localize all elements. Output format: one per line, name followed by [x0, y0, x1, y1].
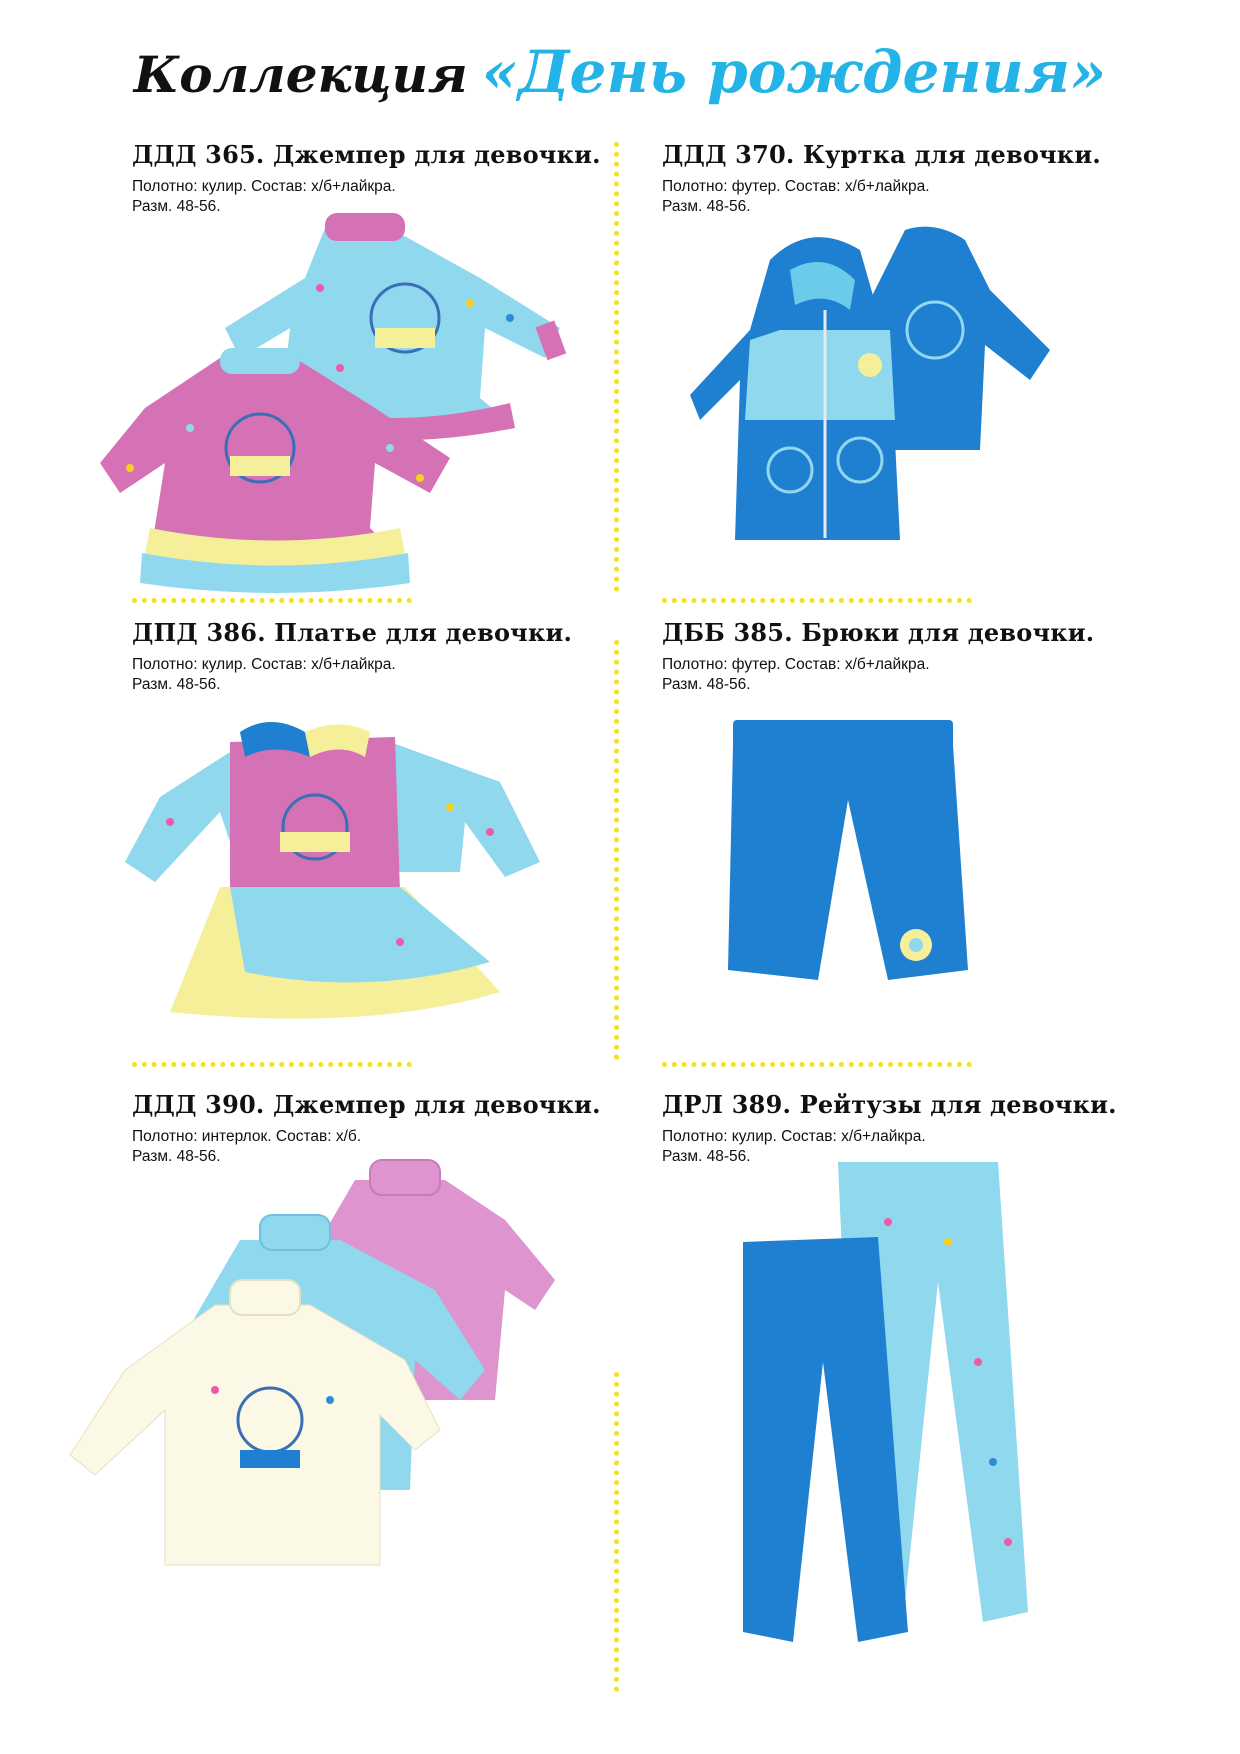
- product-title: ДРЛ 389. Рейтузы для девочки.: [662, 1090, 1117, 1119]
- product-title: ДДД 390. Джемпер для девочки.: [132, 1090, 601, 1119]
- product-fabric: Полотно: кулир. Состав: х/б+лайкра.: [132, 178, 396, 195]
- garment-hooded-jacket-icon: [690, 220, 1060, 580]
- product-sizes: Разм. 48-56.: [132, 198, 221, 215]
- row-divider-left-1: [132, 598, 412, 603]
- product-dbb385: [662, 618, 1094, 695]
- product-sizes: Разм. 48-56.: [132, 1148, 221, 1165]
- title-prefix: Коллекция: [133, 45, 468, 104]
- product-title: ДДД 370. Куртка для девочки.: [662, 140, 1101, 169]
- column-divider-top: [614, 142, 619, 592]
- product-fabric: Полотно: футер. Состав: х/б+лайкра.: [662, 656, 930, 673]
- product-sizes: Разм. 48-56.: [132, 676, 221, 693]
- product-dpd386: [132, 618, 572, 695]
- product-drl389: [662, 1090, 1117, 1167]
- product-sizes: Разм. 48-56.: [662, 676, 751, 693]
- product-title: ДДД 365. Джемпер для девочки.: [132, 140, 601, 169]
- product-fabric: Полотно: кулир. Состав: х/б+лайкра.: [132, 656, 396, 673]
- row-divider-left-2: [132, 1062, 412, 1067]
- product-sizes: Разм. 48-56.: [662, 1148, 751, 1165]
- product-ddd390: [132, 1090, 601, 1167]
- column-divider-middle: [614, 640, 619, 1060]
- garment-leggings-icon: [738, 1162, 1048, 1662]
- garment-dress-icon: [70, 712, 550, 1042]
- product-sizes: Разм. 48-56.: [662, 198, 751, 215]
- page-title: [0, 38, 1240, 106]
- garment-trousers-icon: [728, 720, 978, 1020]
- garment-turtleneck-jumpers-icon: [65, 1160, 555, 1580]
- product-title: ДББ 385. Брюки для девочки.: [662, 618, 1095, 647]
- product-ddd370: [662, 140, 1101, 217]
- product-title: ДПД 386. Платье для девочки.: [132, 618, 573, 647]
- row-divider-right-1: [662, 598, 972, 603]
- product-fabric: Полотно: интерлок. Состав: х/б.: [132, 1128, 362, 1145]
- row-divider-right-2: [662, 1062, 972, 1067]
- product-fabric: Полотно: кулир. Состав: х/б+лайкра.: [662, 1128, 926, 1145]
- title-collection-name: «День рождения»: [481, 38, 1107, 106]
- product-fabric: Полотно: футер. Состав: х/б+лайкра.: [662, 178, 930, 195]
- garment-jumpers-pink-blue-icon: [90, 208, 560, 588]
- column-divider-bottom: [614, 1372, 619, 1692]
- product-ddd365: [132, 140, 601, 217]
